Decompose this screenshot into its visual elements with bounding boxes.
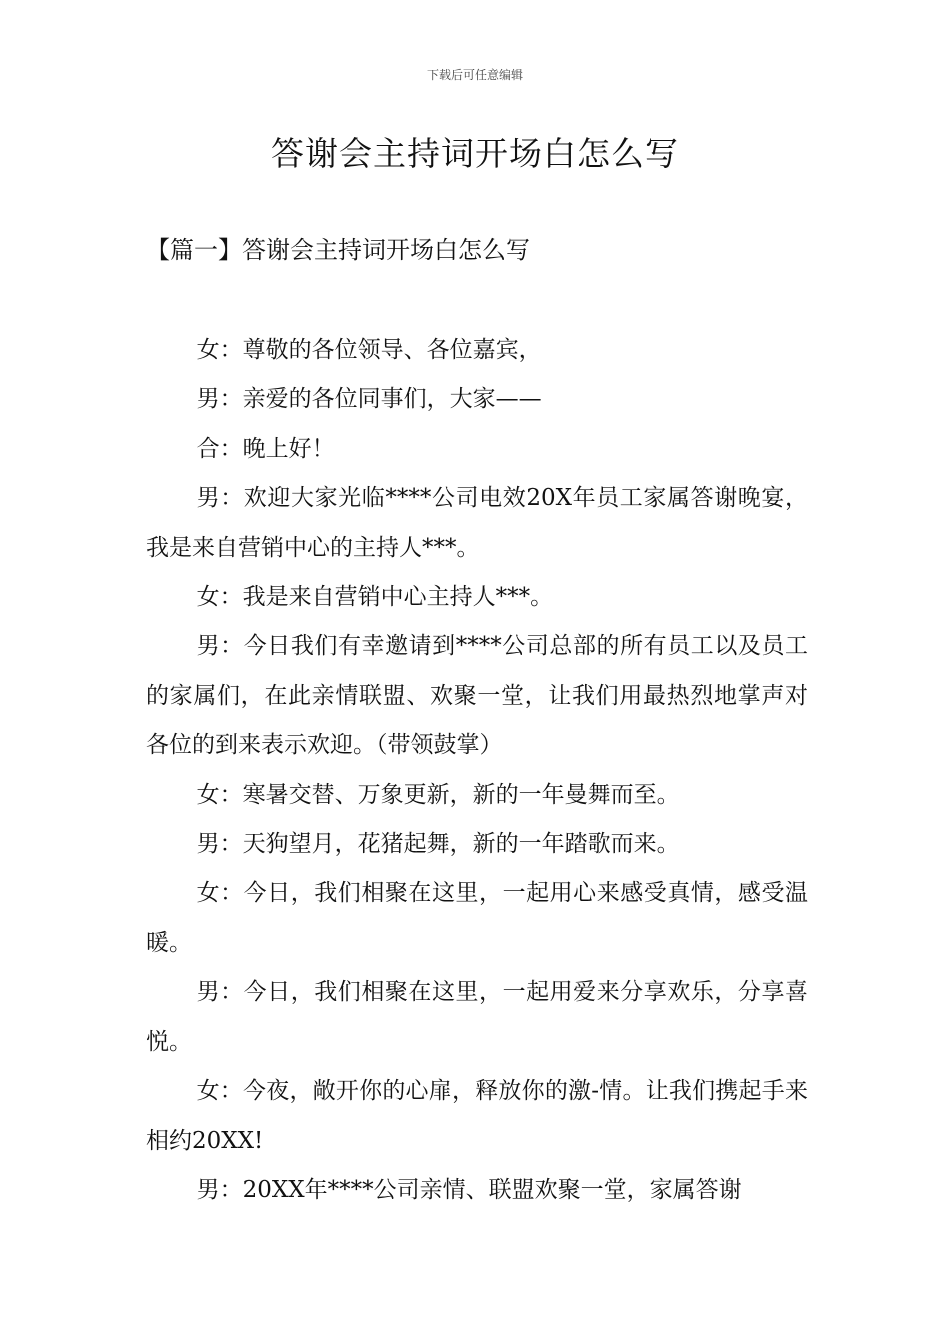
section-heading: 【篇一】答谢会主持词开场白怎么写 — [146, 236, 530, 264]
paragraph-4: 男：欢迎大家光临****公司电效20X年员工家属答谢晚宴，我是来自营销中心的主持人***。 — [146, 485, 808, 561]
paragraph-10: 男：今日，我们相聚在这里，一起用爱来分享欢乐，分享喜悦。 — [146, 979, 808, 1055]
paragraph-6: 男：今日我们有幸邀请到****公司总部的所有员工以及员工的家属们，在此亲情联盟、欢聚一堂，让我们用最热烈地掌声对各位的到来表示欢迎。（带领鼓掌） — [146, 633, 808, 759]
paragraph-7: 女：寒暑交替、万象更新，新的一年曼舞而至。 — [196, 781, 680, 808]
paragraph-3: 合：晚上好！ — [196, 435, 335, 462]
paragraph-11: 女：今夜，敞开你的心扉，释放你的激-情。让我们携起手来相约20XX! — [146, 1078, 808, 1154]
paragraph-12: 男：20XX年****公司亲情、联盟欢聚一堂，家属答谢 — [196, 1176, 742, 1203]
paragraph-2: 男：亲爱的各位同事们，大家—— — [196, 386, 542, 413]
paragraph-9: 女：今日，我们相聚在这里，一起用心来感受真情，感受温暖。 — [146, 880, 808, 956]
paragraph-1: 女：尊敬的各位领导、各位嘉宾， — [196, 337, 542, 363]
document-title: 答谢会主持词开场白怎么写 — [271, 134, 679, 173]
document-body — [146, 326, 808, 1215]
page-header-note: 下载后可任意编辑 — [426, 68, 523, 82]
paragraph-5: 女：我是来自营销中心主持人***。 — [196, 584, 554, 611]
paragraph-8: 男：天狗望月，花猪起舞，新的一年踏歌而来。 — [196, 831, 680, 858]
